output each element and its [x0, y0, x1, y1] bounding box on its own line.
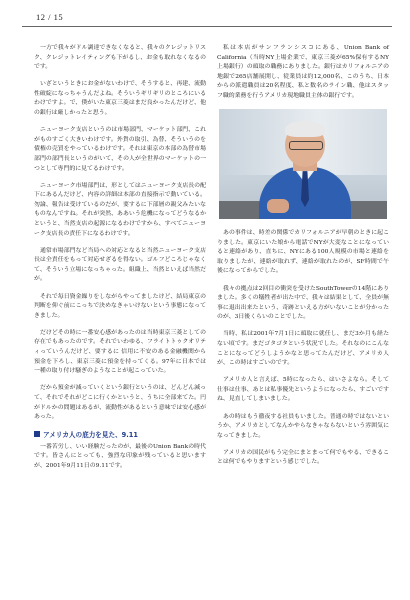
body-paragraph: 我々の拠点は2回目の衝突を受けたSouthTowerの14階にありました。多くの犠牲者が出た中で、我々は結果として、全員が無事に退出出来たという、奇跡といえる方がいないことが分かったのが、3日後くらいのことでした。 — [217, 285, 389, 321]
body-paragraph: 一番苦労し、いい経験だったのが、最後のUnion Bankの時代です。皆さんにとっても、強烈な印象が残っていると思いますが、2001年9月11日の9.11です。 — [34, 443, 206, 469]
body-paragraph: 通常市場部門など当局への対応となると当然ニューヨーク支店長は全責任をもって対応せざるを得ない。ゴルフどころじゃなくて、そういう立場になっちゃった。組織上、当然といえば当然だが。 — [34, 247, 206, 283]
body-paragraph: アメリカ人と言えば、5時になったら、はいさよなら。そして仕事は仕事、あとは私事優先というようになったら、すごいですね、見直してしまいました。 — [217, 377, 389, 403]
body-paragraph: あの事件は、時差の関係でカリフォルニアが早朝のときに起こりました。東京にいた娘から電話でNYが大変なことになっていると連絡があり、直ちに、NYにある100人規模の市場と連絡を取りましたが、連絡が取れず、連絡が取れたのが、SF時間で午後になってからでした。 — [217, 230, 389, 275]
page-header — [22, 12, 392, 24]
portrait-photo — [219, 109, 387, 219]
right-column — [217, 44, 389, 476]
square-bullet-icon — [34, 431, 40, 437]
body-paragraph: だけどその時に一番安心感があったのは当時東京三菱としての存在でもあったのです。それでいわゆる、フライトトゥクオリティっていうんだけど、要するに 信用に不安のある金融機関から預金を下ろし、東京三菱に預金を持ってくる。97年に日本では一種の取り付け騒ぎのようなことが起こっていた。 — [34, 329, 206, 375]
body-paragraph: 一方で我々がドル調達できなくなると、我々のクレジットリスク、クレジットレイティングも下がるし、お金も取れなくなるのです。 — [34, 45, 206, 71]
body-paragraph: あの時はもう徹夜する社員もいました。普通の時ではないというか、アメリカとしてなんかやらなきゃならないという雰囲気になってきました。 — [217, 413, 389, 439]
body-paragraph: それで毎日資金繰りをしながらやってましたけど、結局東京の判断を仰ぐ前にこっちで決めなきゃいけないという事態になってきました。 — [34, 293, 206, 319]
body-paragraph: 当時、私は2001年7月1日に頭取に就任し、まだ3か月も経たない頃です。まだゴタゴタという状況でした。それなのにこんなことになってどうしようかなと思ってたんだけど、アメリカ人が、この時はすごいのです。 — [217, 331, 389, 367]
section-heading-text: アメリカ人の底力を見た、9.11 — [43, 430, 138, 439]
body-paragraph: ニューヨーク市場部門は、形としてはニューヨーク支店長の配下にあるんだけど、内容の詳細は本部の直接指示で動いている。勿論、報告は受けているのだが、要するに下部層の親父みたいなものなんですね。それが突然、ああいう危機になってどうなるかというと、当然支店の起源になるわけですから、すべてニューヨーク支店長の責任下になるわけです。 — [34, 182, 206, 237]
body-paragraph: 私は本店がサンフランシスコにある、Union Bank of California（当時NY上場企業で、東京三菱が65%保有するNY上場銀行）の頭取の職務にありました。銀行はカリフォルニアの地銀で265店舗展開し、従業員は約12,000名、このうち、日本からの派遣職員は20名程度、私と数名のライン職、他はスタッフ職的業務を行うアメリカ現地職員主体の銀行です。 — [217, 45, 389, 99]
body-paragraph: だから預金が減っていくという銀行というのは、どんどん減って、それでそれがどこに行くかというと、うちに全部来てた。円がドルかの問題はあるが、流動性があるという意味では安心感があった。 — [34, 385, 206, 421]
section-heading — [34, 429, 206, 439]
body-paragraph: ニューヨーク支店というのは市場部門、マーケット部門、これがものすごく大きいわけです。外貨の取引、為替、そういうのを債権の売買をやっているわけです。それは東京の本部の為替市場部門の部門長というのがいて、その人が全世界のマーケットの一つとして専門的に見てるわけです。 — [34, 127, 206, 172]
body-paragraph: アメリカの国民がもう完全にまとまって何でもやる、できることは何でもやりますという感じでした。 — [217, 449, 389, 466]
page-number: 12 / 15 — [36, 12, 64, 22]
body-paragraph: いざというときにお金がないわけで、そうすると、再建、流動性破綻になっちゃうんだよね。そういうギリギリのところにいるわけですよ。で、僕がいた東京三菱はまだ良かったんだけど、他の銀行は厳しかったと思う。 — [34, 81, 206, 117]
header-rule — [22, 26, 392, 27]
left-column — [34, 44, 206, 479]
